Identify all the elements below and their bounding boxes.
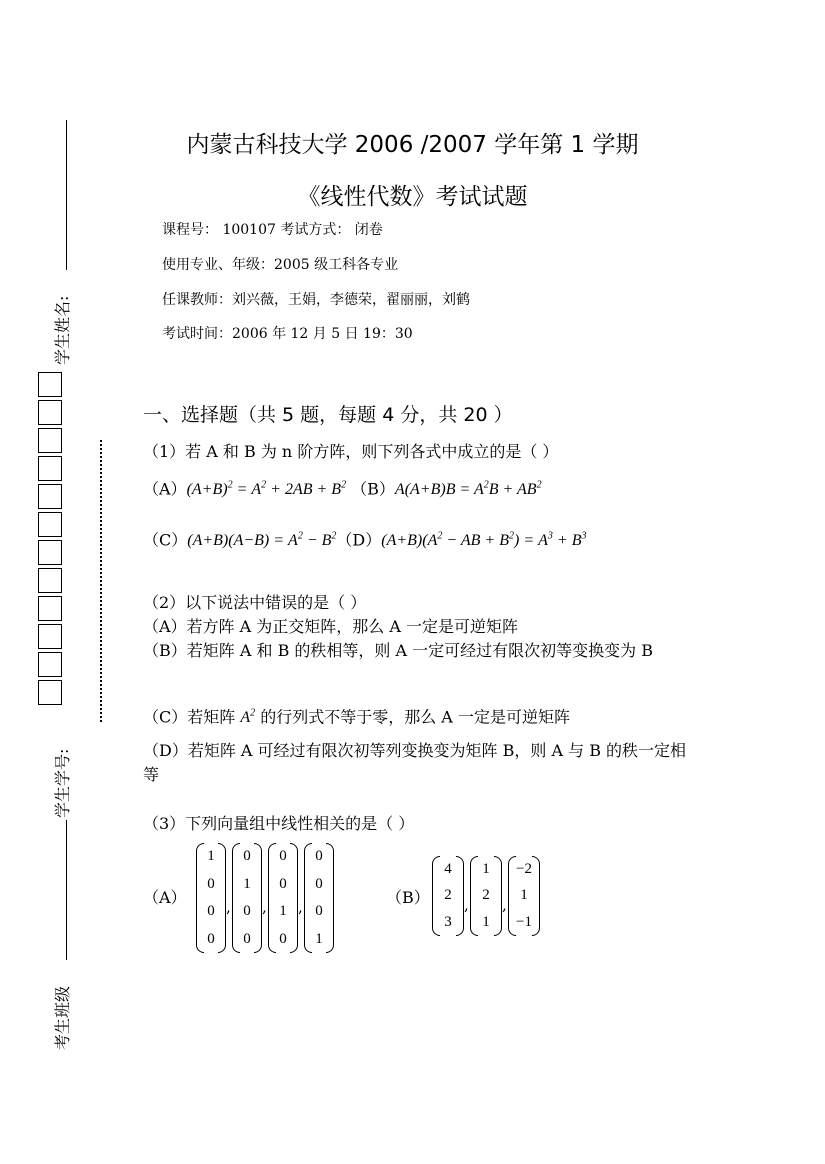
column-vector <box>432 856 464 936</box>
vector-entry: 0 <box>243 848 251 865</box>
vector-entry: 0 <box>207 903 215 920</box>
major-info: 使用专业、年级：2005 级工科各专业 <box>162 257 399 273</box>
q2-c-formula: $A^2$ <box>240 708 256 727</box>
q3-a-label: （A） <box>143 888 187 907</box>
vector-separator: , <box>262 898 267 916</box>
vector-separator: , <box>502 896 507 914</box>
vector-entry: 0 <box>243 903 251 920</box>
column-vector <box>196 843 226 953</box>
q2-option-a: （A）若方阵 A 为正交矩阵，那么 A 一定是可逆矩阵 <box>143 617 519 636</box>
q1-c-formula: $(A+B)(A-B) = A^2 - B^2$ <box>187 531 337 550</box>
section-heading: 一、选择题（共 5 题，每题 4 分，共 20 ） <box>143 404 513 426</box>
id-digit-box <box>38 568 62 593</box>
vector-entry: 0 <box>315 875 323 892</box>
column-vector <box>232 843 262 953</box>
vector-separator: , <box>226 898 231 916</box>
q3-b-label: （B） <box>386 888 430 907</box>
q1-options-cd <box>143 525 688 553</box>
vector-entry: −2 <box>516 860 532 877</box>
q1-a-formula: $(A+B)^2 = A^2 + 2AB + B^2$ <box>186 480 347 499</box>
id-digit-box <box>38 624 62 649</box>
vector-entry: 1 <box>482 914 490 931</box>
vector-entry: 3 <box>444 914 452 931</box>
vector-entry: 0 <box>243 930 251 947</box>
id-digit-box <box>38 652 62 677</box>
q2-option-d: （D）若矩阵 A 可经过有限次初等列变换变为矩阵 B，则 A 与 B 的秩一定相等 <box>143 741 687 784</box>
course-info: 课程号： 100107 考试方式： 闭卷 <box>162 222 383 238</box>
vector-entry: 1 <box>243 875 251 892</box>
margin-line-middle <box>66 820 67 960</box>
id-digit-box <box>38 456 62 481</box>
q1-d-label: （D） <box>336 530 382 550</box>
seal-dotted-line <box>100 440 102 722</box>
q2-c-pre: （C）若矩阵 <box>143 707 241 727</box>
vector-entry: −1 <box>516 914 532 931</box>
vector-entry: 0 <box>207 875 215 892</box>
vector-entry: 0 <box>279 848 287 865</box>
vector-entry: 4 <box>444 860 452 877</box>
column-vector <box>304 843 334 953</box>
vector-entry: 0 <box>315 848 323 865</box>
vector-separator: , <box>464 896 469 914</box>
id-digit-box <box>38 540 62 565</box>
student-name-label: 学生姓名: <box>53 295 72 365</box>
q1-c-label: （C） <box>143 530 188 550</box>
vector-entry: 0 <box>279 930 287 947</box>
column-vector <box>470 856 502 936</box>
vector-entry: 1 <box>279 903 287 920</box>
class-label: 考生班级 <box>53 985 72 1050</box>
q2-option-b: （B）若矩阵 A 和 B 的秩相等，则 A 一定可经过有限次初等变换变为 B <box>143 641 653 660</box>
q1-d-formula: $(A+B)(A^2$ − AB + $B^2) = A^3 + B^3$ <box>381 531 587 550</box>
q1-b-formula: $A(A+B)B = A^2B + AB^2$ <box>394 480 542 499</box>
vector-entry: 2 <box>482 887 490 904</box>
q2-c-post: 的行列式不等于零，那么 A 一定是可逆矩阵 <box>255 707 570 727</box>
q1-options-ab <box>143 474 688 502</box>
q1-b-label: （B） <box>351 479 395 499</box>
vector-entry: 0 <box>315 903 323 920</box>
id-digit-box <box>38 596 62 621</box>
id-digit-box <box>38 484 62 509</box>
student-id-boxes <box>38 372 64 708</box>
id-digit-box <box>38 512 62 537</box>
vector-entry: 0 <box>207 930 215 947</box>
student-id-label: 学生学号: <box>53 748 72 818</box>
vector-entry: 1 <box>207 848 215 865</box>
q1-a-label: （A） <box>143 479 187 499</box>
id-digit-box <box>38 680 62 705</box>
vector-entry: 0 <box>279 875 287 892</box>
id-digit-box <box>38 428 62 453</box>
id-digit-box <box>38 400 62 425</box>
exam-title: 内蒙古科技大学 2006 /2007 学年第 1 学期 <box>186 132 639 158</box>
column-vector <box>508 856 540 936</box>
q1-stem: （1）若 A 和 B 为 n 阶方阵，则下列各式中成立的是（ ） <box>143 442 559 461</box>
time-info: 考试时间：2006 年 12 月 5 日 19：30 <box>162 326 413 342</box>
exam-subtitle: 《线性代数》考试试题 <box>297 184 528 210</box>
vector-separator: , <box>298 898 303 916</box>
q2-option-c <box>143 702 688 730</box>
vector-entry: 1 <box>520 887 528 904</box>
vector-entry: 1 <box>482 860 490 877</box>
vector-entry: 2 <box>444 887 452 904</box>
column-vector <box>268 843 298 953</box>
vector-entry: 1 <box>315 930 323 947</box>
id-digit-box <box>38 372 62 397</box>
q2-stem: （2）以下说法中错误的是（ ） <box>143 593 367 612</box>
teacher-info: 任课教师：刘兴薇，王娟，李德荣，翟丽丽，刘鹤 <box>162 292 470 308</box>
q3-stem: （3）下列向量组中线性相关的是（ ） <box>143 814 415 833</box>
